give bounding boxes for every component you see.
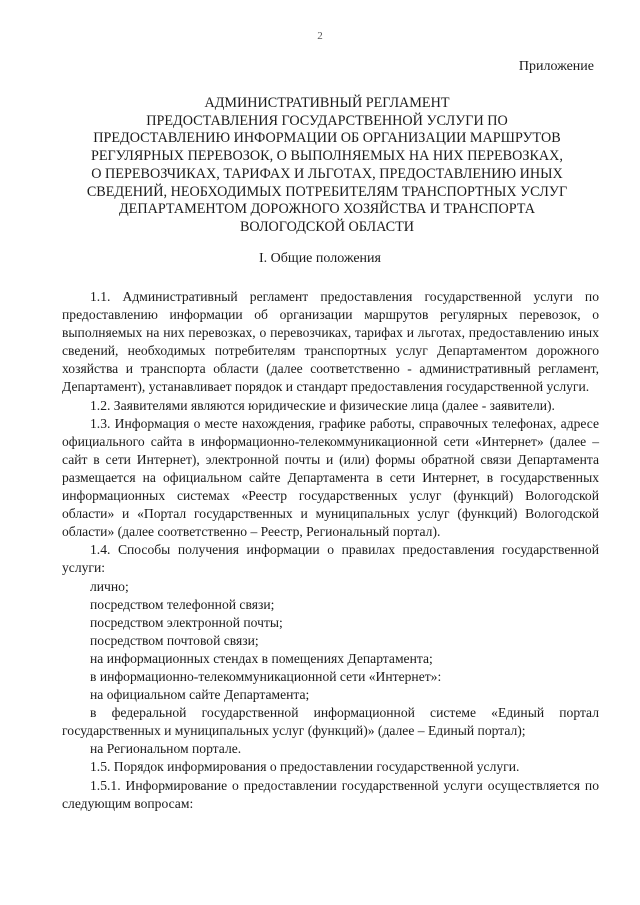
paragraph-1-3: 1.3. Информация о месте нахождения, графике работы, справочных телефонах, адресе официального сайта в информационно-телекоммуникационной сети «Интернет» (далее – сайт в сети Интернет), электронной почты и (или) формы обратной связи Департамента размещается на официальном сайте Департамента в сети Интернет, в государственных информационных системах «Реестр государственных услуг (функций) Вологодской области» и «Портал государственных и муниципальных услуг (функций) Вологодской области» (далее соответственно – Реестр, Региональный портал).	[62, 415, 599, 540]
title-line: РЕГУЛЯРНЫХ ПЕРЕВОЗОК, О ВЫПОЛНЯЕМЫХ НА НИХ ПЕРЕВОЗКАХ,	[91, 148, 563, 165]
list-item: на официальном сайте Департамента;	[90, 687, 310, 703]
paragraph-federal-portal: в федеральной государственной информационной системе «Единый портал государственных и муниципальных услуг (функций)» (далее – Единый портал);	[62, 705, 599, 739]
paragraph-1-5: 1.5. Порядок информирования о предоставлении государственной услуги.	[90, 759, 520, 775]
title-line: АДМИНИСТРАТИВНЫЙ РЕГЛАМЕНТ	[204, 95, 450, 111]
list-item: посредством почтовой связи;	[90, 632, 259, 648]
paragraph-1-5-1: 1.5.1. Информирование о предоставлении государственной услуги осуществляется по следующим вопросам:	[62, 777, 599, 811]
title-line: ПРЕДОСТАВЛЕНИЯ ГОСУДАРСТВЕННОЙ УСЛУГИ ПО	[146, 112, 508, 129]
title-line: ДЕПАРТАМЕНТОМ ДОРОЖНОГО ХОЗЯЙСТВА И ТРАНСПОРТА	[118, 201, 536, 218]
document-body	[62, 288, 599, 813]
list-item: посредством телефонной связи;	[90, 596, 275, 612]
title-line: ПРЕДОСТАВЛЕНИЮ ИНФОРМАЦИИ ОБ ОРГАНИЗАЦИИ МАРШРУТОВ	[93, 130, 561, 147]
list-item: посредством электронной почты;	[90, 614, 283, 630]
list-item: на информационных стендах в помещениях Департамента;	[90, 650, 433, 666]
list-item: в информационно-телекоммуникационной сети «Интернет»:	[90, 668, 442, 684]
paragraph-1-1: 1.1. Административный регламент предоставления государственной услуги по предоставлению информации об организации маршрутов регулярных перевозок, о выполняемых на них перевозках, о перевозчиках, тарифах и льготах, предоставлению иных сведений, необходимых потребителям транспортных услуг Департаментом дорожного хозяйства и транспорта области (далее соответственно - административный регламент, Департамент), устанавливает порядок и стандарт предоставления государственной услуги.	[62, 289, 599, 395]
title-line: СВЕДЕНИЙ, НЕОБХОДИМЫХ ПОТРЕБИТЕЛЯМ ТРАНСПОРТНЫХ УСЛУГ	[86, 183, 568, 200]
document-title	[62, 95, 592, 237]
section-heading: I. Общие положения	[259, 251, 381, 266]
appendix-label: Приложение	[518, 59, 594, 74]
list-item: на Региональном портале.	[90, 741, 242, 757]
paragraph-1-2: 1.2. Заявителями являются юридические и физические лица (далее - заявители).	[90, 397, 555, 413]
title-line: О ПЕРЕВОЗЧИКАХ, ТАРИФАХ И ЛЬГОТАХ, ПРЕДОСТАВЛЕНИЮ ИНЫХ	[91, 165, 563, 182]
paragraph-1-4: 1.4. Способы получения информации о правилах предоставления государственной услуги:	[62, 542, 599, 576]
title-line: ВОЛОГОДСКОЙ ОБЛАСТИ	[239, 218, 415, 235]
page-number: 2	[317, 30, 323, 42]
list-item: лично;	[90, 578, 129, 594]
